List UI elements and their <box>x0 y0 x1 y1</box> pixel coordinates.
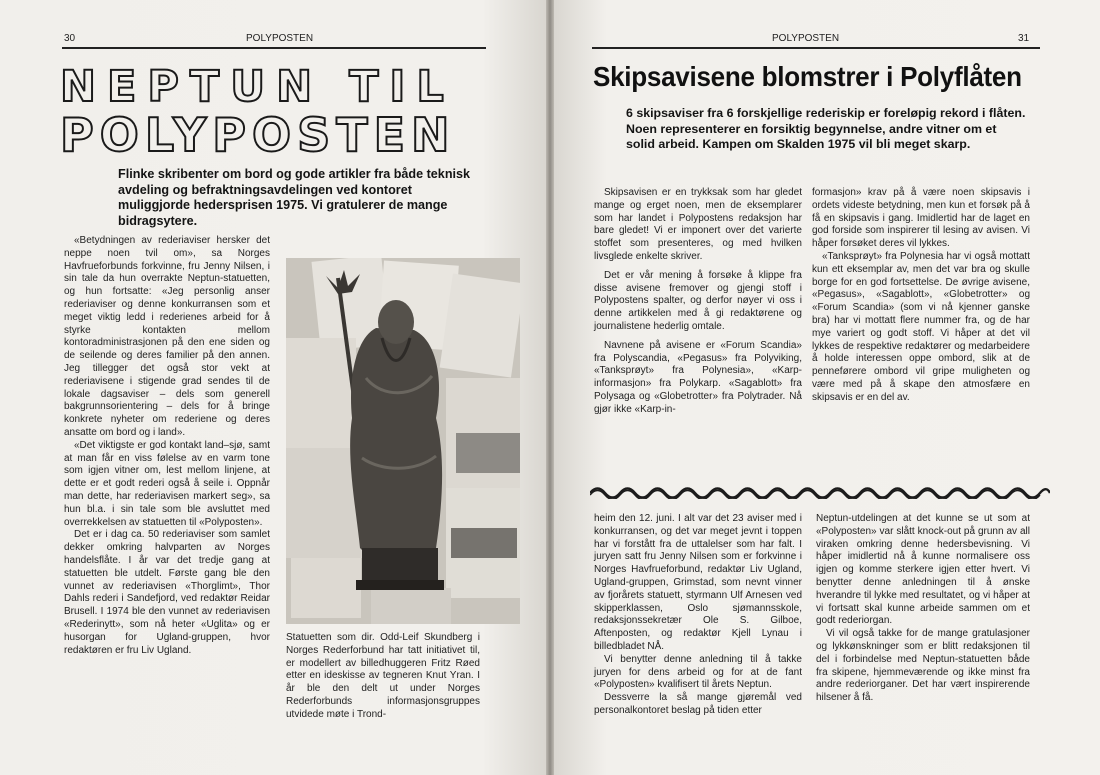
running-head-right: POLYPOSTEN <box>772 33 840 44</box>
body-paragraph: formasjon» krav på å være noen skipsavis i ordets videste betydning, men kun et forsøk på å få en skipsavis i gang. Imidlertid har de laget en god forside som inspirerer til lesing av avisen. Vi håper forsøket deres vil lykkes. <box>812 187 1030 250</box>
body-paragraph: Dessverre la så mange gjøremål ved personalkontoret beslag på tiden etter <box>594 692 802 716</box>
left-body-column <box>64 235 270 657</box>
decorative-wave-divider <box>590 487 1050 499</box>
body-paragraph: heim den 12. juni. I alt var det 23 aviser med i konkurransen, og det var meget jevnt i toppen har vi forstått fra de uttalelser som har falt. I juryen satt fru Jenny Nilsen som er forkvinne i Norges Havfrueforbund, redaktør Liv Ugland, Ugland-gruppen, Grimstad, som nevnt vinner av fjorårets statuett, styrmann Ulf Arnesen ved skipperklassen, Oslo sjømannsskole, redaksjonssekretær Ole S. Gilboe, Aftenposten, og redaktør Kjell Lynau i billedbladet NÅ. <box>594 513 802 652</box>
right-upper-column-2 <box>812 187 1030 405</box>
title-line-2: POLYPOSTEN <box>60 108 456 162</box>
title-line-1: NEPTUN TIL <box>60 62 455 112</box>
header-rule-left <box>62 47 486 49</box>
body-paragraph: Det er i dag ca. 50 rederiaviser som samlet dekker omkring halvparten av Norges handelsflåte. I år var det tredje gang at statuetten ble utdelt. Første gang ble den vunnet av rederiavisen «Thorglimt», Thor Dahls rederi i Sandefjord, ved redaktør Reidar Brusell. I 1974 ble den vunnet av rederiavisen «Rederinytt», som nå heter «Uglita» og er husorgan for Ugland-gruppen, hvor redaktøren er fru Liv Ugland. <box>64 529 270 656</box>
neptune-statuette-photo <box>286 258 520 624</box>
running-head-left: POLYPOSTEN <box>246 33 314 44</box>
body-paragraph: Vi vil også takke for de mange gratulasjoner og lykkønskninger som er blitt redaksjonen til del i forbindelse med Neptun-statuetten både fra skipene, hjemmeværende og ikke minst fra andre rederiorganer. Det har vært inspirerende hilsener å få. <box>816 628 1030 704</box>
right-lower-column-1 <box>594 513 802 718</box>
left-lead: Flinke skribenter om bord og gode artikler fra både teknisk avdeling og befraktningsavdelingen ved kontoret muliggjorde hedersprisen 1975. Vi gratulerer de mange bidragsytere. <box>118 167 471 228</box>
body-paragraph: Skipsavisen er en trykksak som har gledet mange og erget noen, men de eksemplarer som har landet i Polypostens redaksjon har bare gledet! Vi er imponert over det varierte stoffet som presenteres, og med hvilken livsglede enkelte skriver. <box>594 187 802 262</box>
header-rule-right <box>592 47 1040 49</box>
statuette-illustration <box>286 258 520 624</box>
page-number-left: 30 <box>64 33 76 44</box>
body-paragraph: Vi benytter denne anledning til å takke juryen for dens arbeid og for at de fant «Polyposten» kvalifisert til årets Neptun. <box>594 653 802 691</box>
page-number-right: 31 <box>1018 33 1030 44</box>
body-paragraph: Det er vår mening å forsøke å klippe fra disse avisene fremover og gjengi stoff i Polypostens spalter, og derfor nøyer vi oss i denne artikkelen med å gi redaktørene og journalistene hederlig omtale. <box>594 269 802 332</box>
right-lower-column-2 <box>816 513 1030 705</box>
book-spine <box>546 0 554 775</box>
body-paragraph: «Betydningen av rederiaviser hersker det neppe noen tvil om», sa Norges Havfrueforbunds forkvinne, fru Jenny Nilsen, i sin tale da hun overrakte Neptun-statuetten, og hun fortsatte: «Jeg personlig anser rederiaviser og denne konkurransen som et meget viktig ledd i rederienes arbeid for å styrke kontakten mellom kontoradministrasjonen på den ene siden og de seilende og deres familier på den annen. Jeg tillegger det også stor vekt at rederiavisene i stigende grad sendes til de lokale dagsaviser – dels som generell bakgrunnsorientering – dels for å bringe konkrete nyheter om rederiene og deres ansatte om bord og i land». <box>64 235 270 438</box>
body-paragraph: «Det viktigste er god kontakt land–sjø, samt at man får en viss følelse av en varm tone som igjen vitner om, lest mellom linjene, at dette er et godt rederi også å seile i. Oppnår man dette, har rederiavisen markert seg», sa hun bl.a. i sin tale som ble avsluttet med overrekkelsen av statuetten til «Polyposten». <box>64 439 270 528</box>
body-paragraph: Neptun-utdelingen at det kunne se ut som at «Polyposten» var slått knock-out på grunn av all viraken omkring denne hedersbevisning. Vi håper imidlertid nå å kunne normalisere oss igjen og komme sterkere igjen etter hvert. Vi benytter denne anledningen til å ønske hverandre til lykke med resultatet, og vi håper at vi fortsatt skal kunne arbeide sammen om et godt rederiorgan. <box>816 513 1030 627</box>
right-title: Skipsavisene blomstrer i Polyflåten <box>593 61 1022 92</box>
right-lead: 6 skipsaviser fra 6 forskjellige rederiskip er foreløpig rekord i flåten. Noen representerer en forsiktig begynnelse, andre vitner om et solid arbeid. Kampen om Skalden 1975 vil bli meget skarp. <box>626 106 1026 151</box>
body-paragraph: Navnene på avisene er «Forum Scandia» fra Polyscandia, «Pegasus» fra Polyviking, «Tanksprøyt» fra Polynesia», «Karp-informasjon» fra Polykarp. «Sagablott» fra Polysaga og «Globetrotter» fra Polytrader. Nå gjør ikke «Karp-in- <box>594 339 802 415</box>
photo-caption: Statuetten som dir. Odd-Leif Skundberg i Norges Rederforbund har tatt initiativet til, er modellert av billedhuggeren Fritz Røed etter en ideskisse av tegneren Knut Yran. I år ble den delt ut under Norges Rederforbunds informasjonsgruppes utvidede møte i Trond- <box>286 632 480 720</box>
right-upper-column-1 <box>594 187 802 417</box>
body-paragraph: «Tanksprøyt» fra Polynesia har vi også mottatt kun ett eksemplar av, men det var bra og skulle borge for en god fortsettelse. De øvrige avisene, «Pegasus», «Sagablott», «Globetrotter» og «Forum Scandia» (som vi nå kjenner ganske bra) har vi mottatt flere nummer fra, og de har mye variert og godt stoff. Vi håper at det vil lykkes de respektive redaktører og medarbeidere å holde interessen oppe ombord, slik at de penneførere ombord vil gripe muligheten og være med på å skape den atmosfære en skipsavis er en del av. <box>812 250 1030 403</box>
